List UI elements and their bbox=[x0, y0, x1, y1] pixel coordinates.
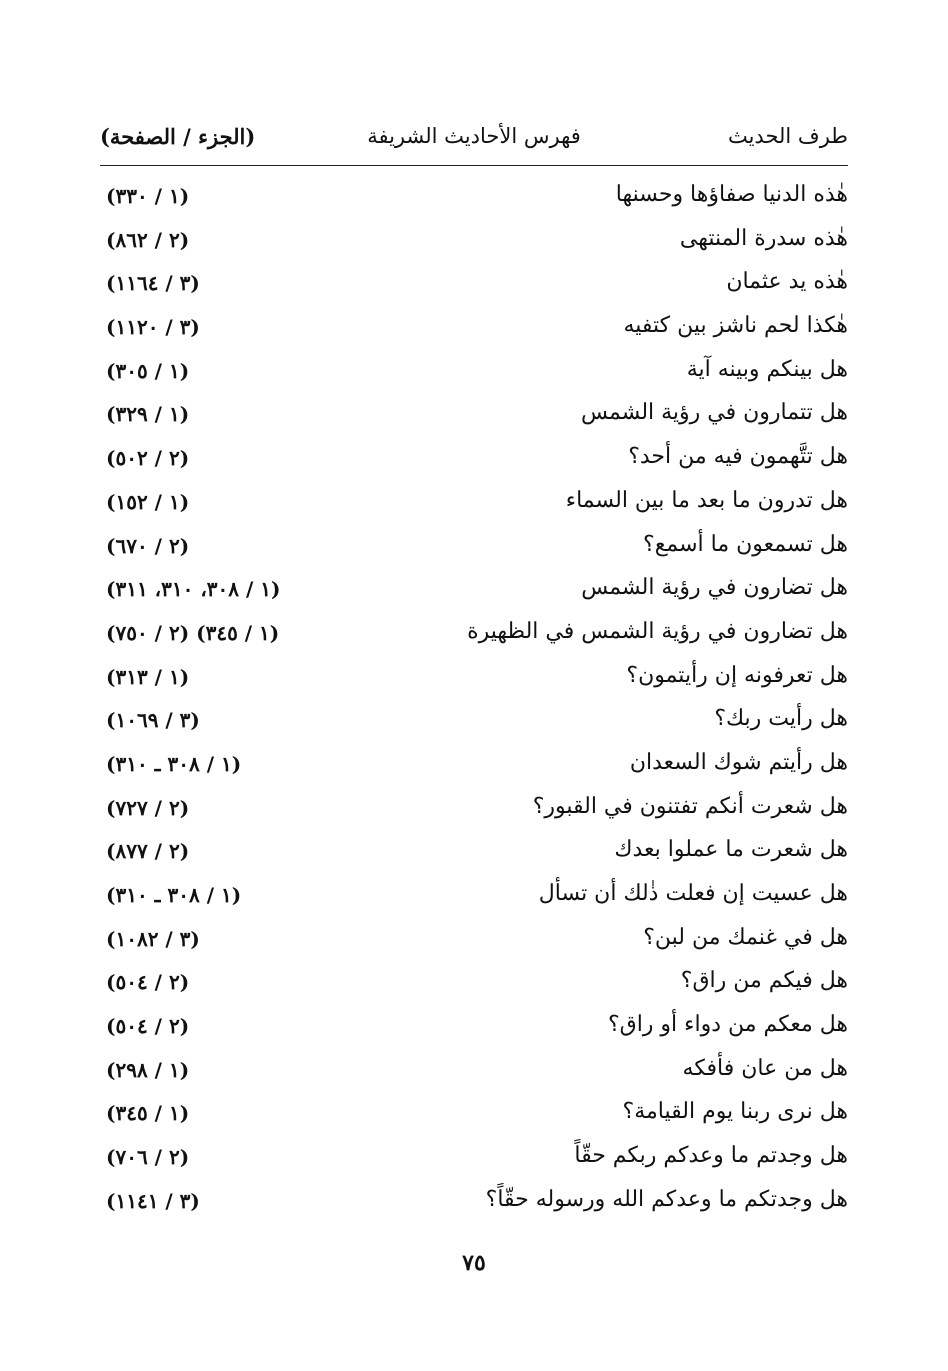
entry-reference: (٢ / ٨٦٢) bbox=[106, 227, 190, 252]
entry-text: هل عسيت إن فعلت ذٰلك أن تسأل bbox=[538, 881, 848, 906]
entry-reference: (١ / ٣٠٨ ـ ٣١٠) bbox=[106, 883, 242, 907]
entry-text: هل رأيتم شوك السعدان bbox=[629, 749, 848, 775]
entry-text: هل نرى ربنا يوم القيامة؟ bbox=[622, 1099, 848, 1125]
entry-text: هل شعرت ما عملوا بعدك bbox=[614, 837, 848, 863]
index-entry bbox=[100, 1093, 848, 1137]
entry-text: هٰكذا لحم ناشز بين كتفيه bbox=[623, 313, 848, 339]
index-entry bbox=[100, 1050, 848, 1094]
hadith-index-list bbox=[100, 176, 848, 1225]
index-entry bbox=[100, 526, 848, 570]
running-header bbox=[100, 120, 848, 160]
entry-text: هل تعرفونه إن رأيتمون؟ bbox=[626, 662, 848, 688]
index-entry bbox=[100, 700, 848, 744]
index-entry bbox=[100, 482, 848, 526]
entry-text: هل تسمعون ما أسمع؟ bbox=[643, 531, 848, 557]
index-entry bbox=[100, 220, 848, 264]
index-entry bbox=[100, 1181, 848, 1225]
entry-reference: (٢ / ٥٠٤) bbox=[106, 1014, 190, 1039]
index-entry bbox=[100, 351, 848, 395]
index-entry bbox=[100, 1006, 848, 1050]
entry-text: هل تتَّهمون فيه من أحد؟ bbox=[628, 444, 848, 470]
entry-reference: (٣ / ١١٢٠) bbox=[106, 315, 200, 340]
entry-text: هل شعرت أنكم تفتنون في القبور؟ bbox=[532, 793, 848, 819]
entry-text: هل وجدتكم ما وعدكم الله ورسوله حقّاً؟ bbox=[485, 1186, 848, 1212]
page-number: ٧٥ bbox=[462, 1250, 486, 1276]
entry-reference: (٣ / ١٠٨٢) bbox=[106, 926, 200, 951]
entry-reference: (١ / ٣٤٥) bbox=[106, 1101, 190, 1126]
entry-reference: (١ / ٣٠٨، ٣١٠، ٣١١) bbox=[106, 577, 281, 602]
index-entry bbox=[100, 263, 848, 307]
index-entry bbox=[100, 919, 848, 963]
index-entry bbox=[100, 176, 848, 220]
index-entry bbox=[100, 1137, 848, 1181]
entry-text: هٰذه يد عثمان bbox=[726, 269, 848, 295]
header-volume-page: (الجزء / الصفحة) bbox=[100, 124, 256, 149]
header-index-title: فهرس الأحاديث الشريفة bbox=[367, 124, 581, 148]
entry-text: هل تضارون في رؤية الشمس bbox=[581, 575, 848, 601]
entry-text: هٰذه سدرة المنتهى bbox=[679, 225, 848, 251]
entry-text: هل من عان فأفكه bbox=[682, 1055, 848, 1081]
index-entry bbox=[100, 438, 848, 482]
index-entry bbox=[100, 744, 848, 788]
entry-reference: (١ / ٣٤٥) (٢ / ٧٥٠) bbox=[106, 620, 280, 645]
index-entry bbox=[100, 613, 848, 657]
index-entry bbox=[100, 962, 848, 1006]
index-entry bbox=[100, 657, 848, 701]
entry-reference: (١ / ١٥٢) bbox=[106, 489, 190, 514]
entry-text: هل بينكم وبينه آية bbox=[686, 356, 848, 382]
entry-text: هل وجدتم ما وعدكم ربكم حقّاً bbox=[574, 1143, 848, 1169]
entry-text: هل فيكم من راق؟ bbox=[680, 968, 848, 994]
entry-reference: (١ / ٣١٣) bbox=[106, 664, 190, 689]
entry-text: هل رأيت ربك؟ bbox=[714, 706, 848, 732]
entry-reference: (٢ / ٥٠٢) bbox=[106, 446, 190, 471]
index-entry bbox=[100, 394, 848, 438]
entry-reference: (١ / ٣٠٨ ـ ٣١٠) bbox=[106, 751, 242, 776]
index-entry bbox=[100, 788, 848, 832]
index-entry bbox=[100, 875, 848, 919]
entry-reference: (٢ / ٦٧٠) bbox=[106, 533, 190, 558]
entry-reference: (١ / ٢٩٨) bbox=[106, 1057, 190, 1082]
entry-reference: (٢ / ٧٢٧) bbox=[106, 795, 190, 820]
index-entry bbox=[100, 569, 848, 613]
entry-reference: (٢ / ٧٠٦) bbox=[106, 1145, 190, 1170]
header-divider bbox=[100, 165, 848, 166]
entry-reference: (٣ / ١٠٦٩) bbox=[106, 708, 200, 733]
entry-text: هل تتمارون في رؤية الشمس bbox=[580, 400, 848, 426]
entry-reference: (٢ / ٥٠٤) bbox=[106, 970, 190, 995]
entry-reference: (١ / ٣٢٩) bbox=[106, 402, 190, 427]
entry-reference: (٣ / ١١٤١) bbox=[106, 1188, 200, 1213]
header-hadith-start: طرف الحديث bbox=[727, 124, 848, 148]
entry-reference: (١ / ٣٠٥) bbox=[106, 358, 190, 383]
entry-reference: (٢ / ٨٧٧) bbox=[106, 839, 190, 864]
entry-text: هل معكم من دواء أو راق؟ bbox=[607, 1012, 848, 1038]
entry-text: هل في غنمك من لبن؟ bbox=[643, 924, 848, 950]
entry-text: هل تضارون في رؤية الشمس في الظهيرة bbox=[467, 618, 848, 644]
index-entry bbox=[100, 307, 848, 351]
entry-text: هل تدرون ما بعد ما بين السماء bbox=[565, 487, 848, 513]
entry-reference: (٣ / ١١٦٤) bbox=[106, 271, 200, 296]
index-entry bbox=[100, 831, 848, 875]
entry-text: هٰذه الدنيا صفاؤها وحسنها bbox=[615, 182, 848, 207]
entry-reference: (١ / ٣٣٠) bbox=[106, 184, 190, 208]
